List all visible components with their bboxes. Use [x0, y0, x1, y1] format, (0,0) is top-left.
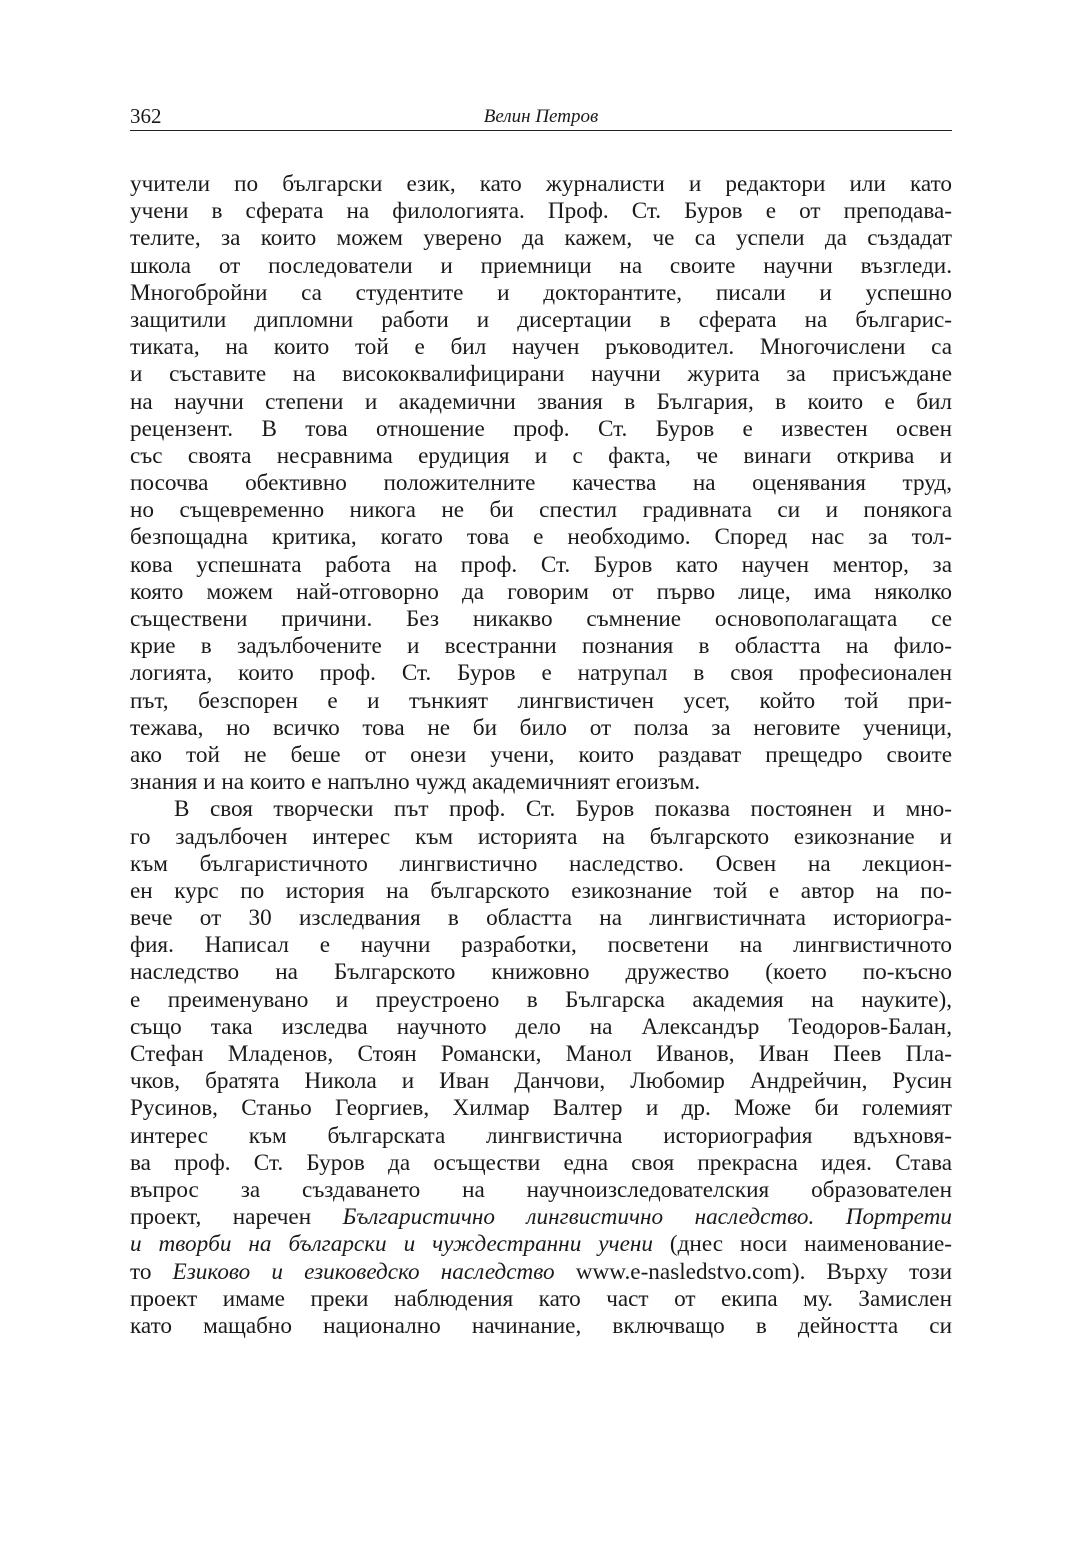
text-run: проект, наречен [130, 1204, 343, 1231]
page-header [130, 100, 952, 131]
text-line: но същевременно никога не би спестил градивната си и понякога [130, 497, 952, 524]
text-line: учени в сферата на филологията. Проф. Ст. Буров е от преподава- [130, 198, 952, 225]
text-line: учители по български език, като журналисти и редактори или като [130, 171, 952, 197]
running-head-author: Велин Петров [483, 106, 599, 127]
paragraph-1 [130, 171, 952, 796]
text-line: ен курс по история на българското езикознание той е автор на по- [130, 877, 952, 904]
text-line: със своята несравнима ерудиция и с факта, че винаги открива и [130, 442, 952, 469]
text-line: В своя творчески път проф. Ст. Буров показва постоянен и мно- [174, 796, 952, 823]
body-text [130, 171, 952, 1340]
paragraph-2 [130, 796, 952, 1340]
text-line: към българистичното лингвистично наследство. Освен на лекцион- [130, 850, 952, 877]
text-line: фия. Написал е научни разработки, посветени на лингвистичното [130, 932, 952, 959]
text-line [130, 1231, 952, 1258]
page-number: 362 [130, 104, 162, 128]
text-line: защитили дипломни работи и дисертации в сферата на българис- [130, 306, 952, 333]
text-line [130, 1259, 952, 1286]
text-line: логията, които проф. Ст. Буров е натрупал в своя професионален [130, 660, 952, 687]
text-line: ва проф. Ст. Буров да осъществи една своя прекрасна идея. Става [130, 1149, 952, 1176]
text-line: рецензент. В това отношение проф. Ст. Буров е известен освен [130, 415, 952, 442]
text-line: посочва обективно положителните качества на оценявания труд, [130, 470, 952, 497]
text-line: вече от 30 изследвания в областта на лингвистичната историогра- [130, 905, 952, 932]
project-title-italic: Българистично лингвистично наследство. Портрети [342, 1204, 953, 1231]
text-line: която можем най-отговорно да говорим от първо лице, има няколко [130, 578, 952, 605]
project-title-italic-cont: и творби на български и чуждестранни учени [130, 1231, 653, 1258]
text-line: въпрос за създаването на научноизследователския образователен [130, 1176, 952, 1203]
text-line: крие в задълбочените и всестранни познания в областта на фило- [130, 633, 952, 660]
text-line [130, 1204, 952, 1231]
text-line: и съставите на висококвалифицирани научни журита за присъждане [130, 361, 952, 388]
text-line: Многобройни са студентите и докторантите, писали и успешно [130, 279, 952, 306]
text-line: като мащабно национално начинание, включващо в дейността си [130, 1312, 952, 1339]
text-line: го задълбочен интерес към историята на българското езикознание и [130, 823, 952, 850]
text-line: безпощадна критика, когато това е необходимо. Според нас за тол- [130, 524, 952, 551]
text-line: знания и на които е напълно чужд академичният егоизъм. [130, 769, 701, 796]
text-line: интерес към българската лингвистична историография вдъхновя- [130, 1122, 952, 1149]
text-line: тиката, на които той е бил научен ръководител. Многочислени са [130, 334, 952, 361]
text-line: път, безспорен е и тънкият лингвистичен усет, който той при- [130, 687, 952, 714]
text-line: школа от последователи и приемници на своите научни възгледи. [130, 252, 952, 279]
text-line: на научни степени и академични звания в България, в които е бил [130, 388, 952, 415]
text-line: Стефан Младенов, Стоян Романски, Манол Иванов, Иван Пеев Пла- [130, 1041, 952, 1067]
text-line: проект имаме преки наблюдения като част от екипа му. Замислен [130, 1285, 952, 1312]
text-line: съществени причини. Без никакво съмнение основополагащата се [130, 606, 952, 632]
text-line: тежава, но всичко това не би било от полза за неговите ученици, [130, 714, 952, 741]
text-line: ако той не беше от онези учени, които раздават прещедро своите [130, 741, 952, 768]
text-run: (днес носи наименование- [652, 1231, 952, 1258]
text-line: чков, братята Никола и Иван Данчови, Любомир Андрейчин, Русин [130, 1068, 952, 1095]
text-line: кова успешната работа на проф. Ст. Буров като научен ментор, за [130, 551, 952, 578]
text-run-url: www.e-nasledstvo.com). Върху този [554, 1258, 953, 1285]
current-name-italic: Езиково и езиковедско наследство [172, 1258, 555, 1285]
text-line: също така изследва научното дело на Александър Теодоров-Балан, [130, 1013, 952, 1040]
text-line: Русинов, Станьо Георгиев, Хилмар Валтер и др. Може би големият [130, 1095, 952, 1122]
text-line: телите, за които можем уверено да кажем, че са успели да създадат [130, 225, 952, 252]
text-run: то [130, 1258, 173, 1285]
text-line: наследство на Българското книжовно дружество (което по-късно [130, 959, 952, 986]
text-line: е преименувано и преустроено в Българска академия на науките), [130, 986, 952, 1013]
